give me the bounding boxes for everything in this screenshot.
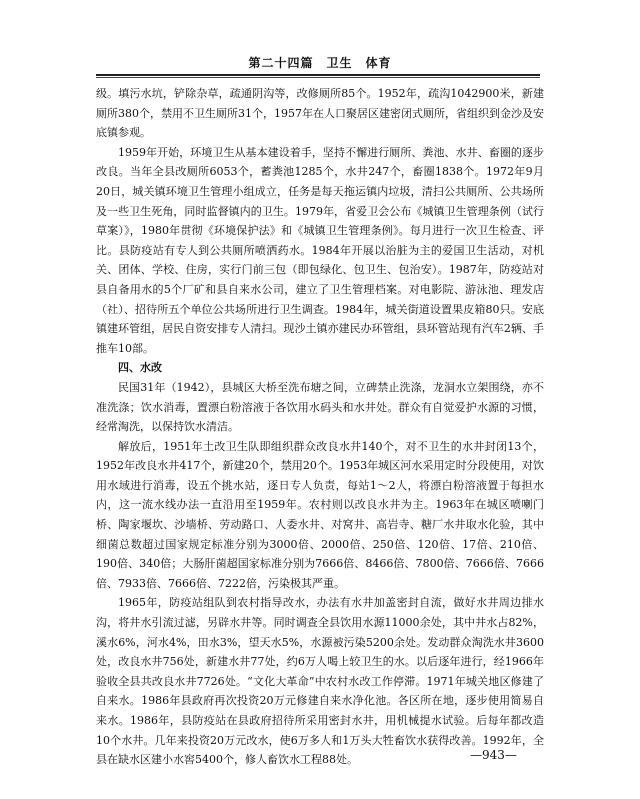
- paragraph-republic-era: 民国31年（1942），县城区大桥至洗布塘之间，立碑禁止洗涤，龙洞水立架围绕，亦不准洗涤；饮水消毒，置漂白粉溶液于各饮用水码头和水井处。群众有自觉爱护水源的习惯，经常淘洗，以保持饮水清洁。: [96, 380, 544, 434]
- header-rule-thick: [96, 74, 540, 76]
- page-number: —943—: [470, 748, 517, 762]
- body-text: [96, 84, 544, 770]
- paragraph-post-liberation: 解放后，1951年土改卫生队即组织群众改良水井140个，对不卫生的水井封闭13个，1952年改良水井417个，新建20个，禁用20个。1953年城区河水采用定时分段使用，对饮用水域进行消毒，设五个挑水站，逐日专人负责，每站1～2人，将漂白粉溶液置于每担水内，这一流水线办法一直沿用至1959年。农村则以改良水井为主。1963年在城区喷喇门桥、陶家堰坎、沙墙桥、劳动路口、人委水井、对窝井、高岩寺、糖厂水井取水化验，其中细菌总数超过国家规定标准分别为3000倍、2000倍、250倍、120倍、17倍、210倍、190倍、340倍；大肠肝菌超国家标准分别为7666倍、8466倍、7800倍、7666倍、7666倍、7933倍、7666倍、7222倍，污染极其严重。: [96, 439, 544, 590]
- running-header: 第二十四篇 卫生 体育: [248, 56, 392, 70]
- header-rule-thin: [96, 77, 540, 78]
- paragraph-environment-hygiene: 1959年开始，环境卫生从基本建设着手，坚持不懈进行厕所、粪池、水井、畜圈的逐步改良。当年全县改厕所6053个，蓄粪池1285个，水井247个，畜圈1838个。1972年9月20日，城关镇环境卫生管理小组成立，任务是每天拖运镇内垃圾，清扫公共厕所、公共场所及一些卫生死角，同时监督镇内的卫生。1979年，省爱卫会公布《城镇卫生管理条例（试行草案）》，1980年贯彻《环境保护法》和《城镇卫生管理条例》。每月进行一次卫生检查、评比。县防疫站有专人到公共厕所喷洒药水。1984年开展以治脏为主的爱国卫生活动，对机关、团体、学校、住房，实行门前三包（即包绿化、包卫生、包治安）。1987年，防疫站对县自备用水的5个厂矿和县自来水公司，建立了卫生管理档案。对电影院、游泳池、理发店（社）、招待所五个单位公共场所进行卫生调查。1984年，城关街道设置果皮箱80只。安底镇建环管组，居民自资安排专人清扫。现沙土镇亦建民办环管组，县环管站现有汽车2辆、手推车10部。: [96, 145, 544, 355]
- paragraph-1965-onward: 1965年，防疫站组队到农村指导改水，办法有水井加盖密封自流，做好水井周边排水沟，将井水引流过滤，另辟水井等。同时调查全县饮用水源11000余处，其中井水占82%，溪水6%，河水4%，田水3%，望天水5%，水源被污染5200余处。发动群众淘洗水井3600处，改良水井756处，新建水井77处，约6万人喝上较卫生的水。以后逐年进行，经1966年验收全县共改良水井7726处。“文化大革命”中农村水改工作停滞。1971年城关地区修建了自来水。1986年县政府再次投资20万元修建自来水净化池。各区所在地，逐步使用简易自来水。1986年，县防疫站在县政府招待所采用密封水井，用机械提水试验。后每年都改造10个水井。几年来投资20万元改水，使6万多人和1万头大牲畜饮水获得改善。1992年，全县在缺水区建小水窖5400个，修人畜饮水工程88处。: [96, 596, 544, 767]
- section-heading-water-reform: 四、水改: [118, 361, 162, 375]
- paragraph-continuation: 级。填污水坑，铲除杂草，疏通阴沟等，改修厕所85个。1952年，疏沟1042900米，新建厕所380个，禁用不卫生厕所31个，1957年在人口聚居区建密闭式厕所，省组织到金沙及安底镇参观。: [96, 87, 544, 140]
